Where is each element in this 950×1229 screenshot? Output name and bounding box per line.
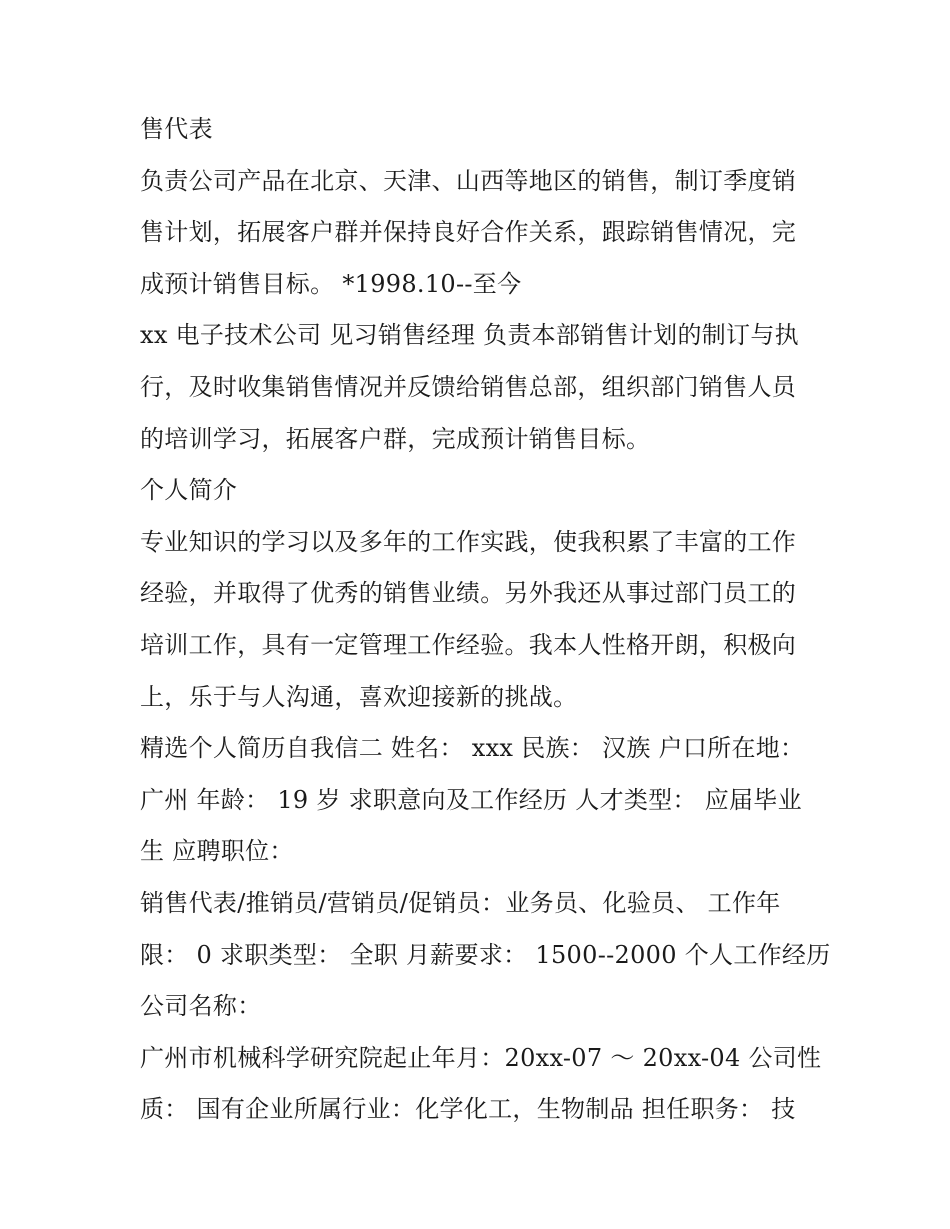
text-line: 质： 国有企业所属行业：化学化工，生物制品 担任职务： 技 xyxy=(140,1095,796,1124)
text-line: 的培训学习，拓展客户群，完成预计销售目标。 xyxy=(140,424,651,453)
text-line: 广州 年龄： 19 岁 求职意向及工作经历 人才类型： 应届毕业 xyxy=(140,785,802,814)
text-line: xx 电子技术公司 见习销售经理 负责本部销售计划的制订与执 xyxy=(140,321,799,350)
text-line: 生 应聘职位： xyxy=(140,837,294,866)
text-line: 经验，并取得了优秀的销售业绩。另外我还从事过部门员工的 xyxy=(140,579,797,608)
text-line: 广州市机械科学研究院起止年月：20xx-07 ～ 20xx-04 公司性 xyxy=(140,1043,822,1072)
text-line: 行，及时收集销售情况并反馈给销售总部，组织部门销售人员 xyxy=(140,372,797,401)
text-line: 售代表 xyxy=(140,115,213,143)
text-line: 上，乐于与人沟通，喜欢迎接新的挑战。 xyxy=(140,682,578,711)
section-heading-personal-profile: 个人简介 xyxy=(140,476,238,505)
text-line: 公司名称： xyxy=(140,992,262,1021)
text-line: 负责公司产品在北京、天津、山西等地区的销售，制订季度销 xyxy=(140,166,797,195)
text-line: 限： 0 求职类型： 全职 月薪要求： 1500--2000 个人工作经历 xyxy=(140,940,831,969)
text-line: 培训工作，具有一定管理工作经验。我本人性格开朗，积极向 xyxy=(140,630,797,659)
text-line: 销售代表/推销员/营销员/促销员：业务员、化验员、 工作年 xyxy=(140,888,781,917)
text-line: 售计划，拓展客户群并保持良好合作关系，跟踪销售情况，完 xyxy=(140,218,797,247)
text-line: 成预计销售目标。 *1998.10--至今 xyxy=(140,269,522,298)
document-body xyxy=(140,104,831,1136)
text-line: 精选个人简历自我信二 姓名： xxx 民族： 汉族 户口所在地： xyxy=(140,734,805,763)
text-line: 专业知识的学习以及多年的工作实践，使我积累了丰富的工作 xyxy=(140,527,797,556)
